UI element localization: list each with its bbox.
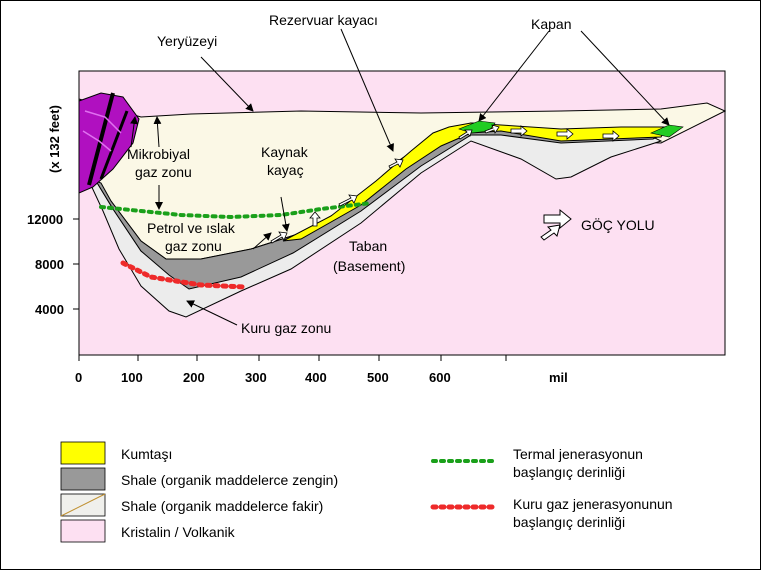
label-drygas: Kuru gaz zonu: [241, 320, 332, 336]
y-tick-label: 8000: [35, 257, 64, 272]
legend-swatch-crystalline: [61, 520, 105, 542]
legend-drygas-label-2: başlangıç derinliği: [513, 514, 626, 530]
x-tick-label: 400: [305, 370, 327, 385]
legend-label-poor-shale: Shale (organik maddelerce fakir): [121, 498, 324, 514]
label-migration: GÖÇ YOLU: [581, 217, 655, 233]
label-microbial-1: Mikrobiyal: [127, 146, 191, 162]
legend-thermal-label-2: başlangıç derinliği: [513, 464, 626, 480]
y-axis-label: (x 132 feet): [47, 105, 62, 173]
legend-label-crystalline: Kristalin / Volkanik: [121, 524, 235, 540]
label-microbial-2: gaz zonu: [135, 164, 192, 180]
legend-label-rich-shale: Shale (organik maddelerce zengin): [121, 472, 339, 488]
legend-swatch-sandstone: [61, 442, 105, 464]
x-tick-label: 0: [75, 370, 83, 385]
label-source-1: Kaynak: [261, 144, 308, 160]
legend-lithology: [61, 442, 338, 542]
label-oilwet-2: gaz zonu: [165, 238, 222, 254]
x-tick-label: 200: [183, 370, 205, 385]
legend-lines: [433, 446, 673, 530]
label-surface: Yeryüzeyi: [157, 33, 218, 49]
cross-section-diagram: [1, 1, 760, 569]
x-axis-unit: mil: [549, 370, 568, 385]
label-reservoir: Rezervuar kayacı: [269, 12, 378, 28]
legend-swatch-rich-shale: [61, 468, 105, 490]
legend-label-sandstone: Kumtaşı: [121, 446, 173, 462]
y-tick-label: 4000: [35, 302, 64, 317]
x-tick-label: 300: [245, 370, 267, 385]
legend-thermal-label-1: Termal jenerasyonun: [513, 446, 643, 462]
legend-drygas-label-1: Kuru gaz jenerasyonunun: [513, 496, 673, 512]
label-basement-2: (Basement): [333, 258, 406, 274]
x-tick-label: 500: [367, 370, 389, 385]
y-tick-label: 12000: [27, 212, 64, 227]
x-tick-label: 100: [121, 370, 143, 385]
label-source-2: kayaç: [267, 162, 304, 178]
x-tick-label: 600: [429, 370, 451, 385]
label-trap: Kapan: [531, 16, 572, 32]
label-basement-1: Taban: [349, 238, 388, 254]
label-oilwet-1: Petrol ve ıslak: [147, 220, 235, 236]
